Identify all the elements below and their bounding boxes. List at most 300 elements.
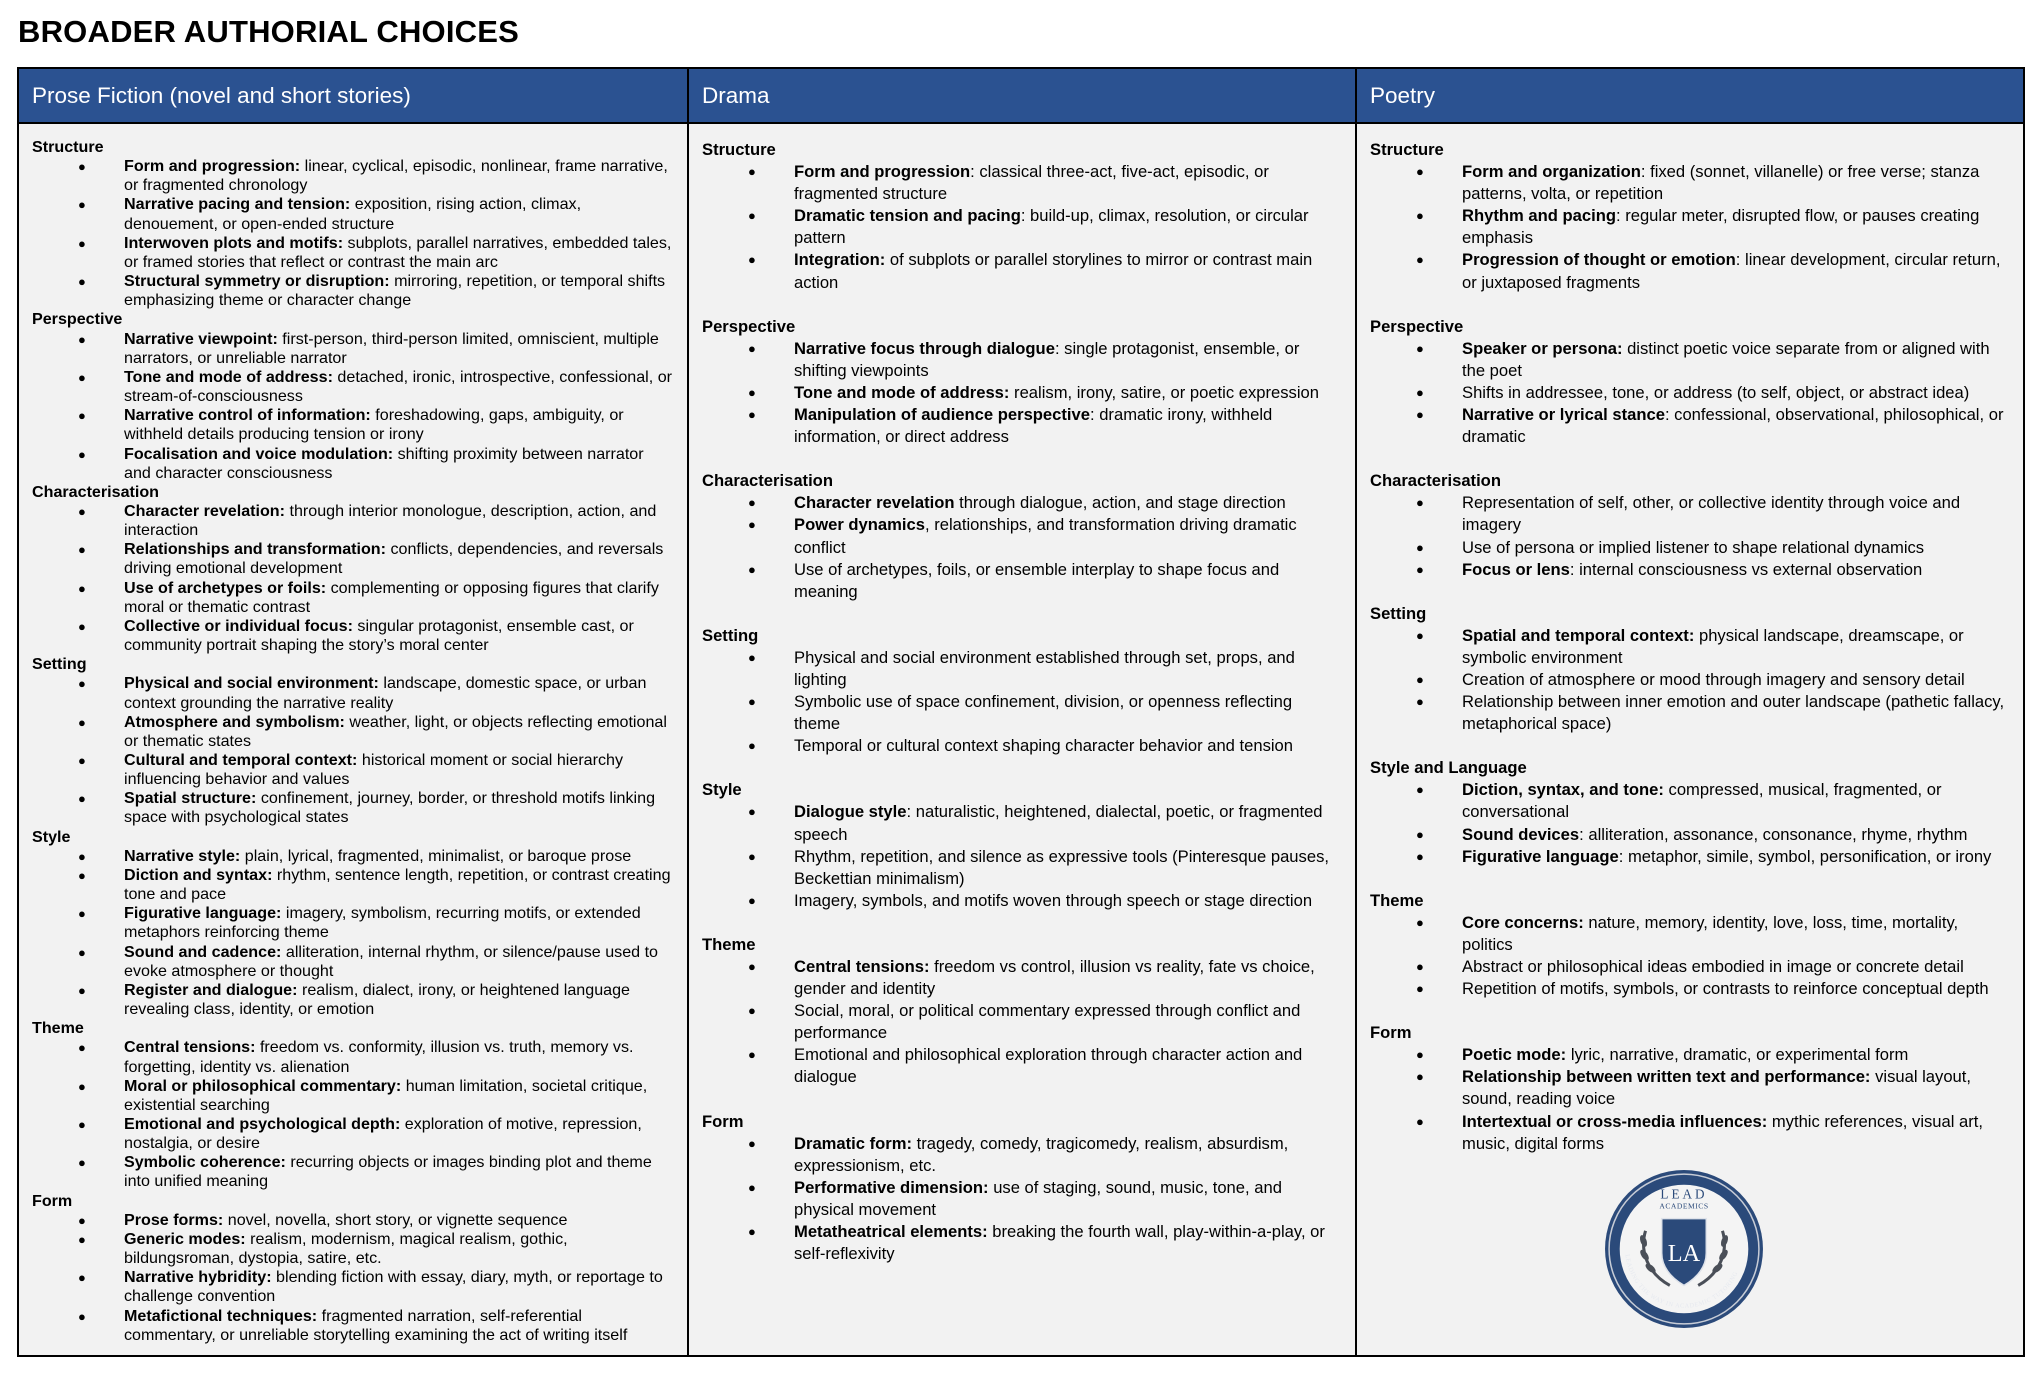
column-prose [19, 124, 687, 1355]
bullet-icon: ● [78, 618, 86, 634]
list-item [32, 1268, 673, 1306]
section-poetry-style-and-language [1370, 757, 2009, 867]
section-title: Characterisation [32, 482, 160, 501]
list-item [32, 674, 673, 712]
section-poetry-structure [1370, 139, 2009, 294]
list-item [702, 691, 1341, 735]
list-item [1370, 691, 2009, 735]
list-item [702, 956, 1341, 1000]
item-term: Spatial and temporal context: [1462, 625, 1695, 645]
section-prose-form [32, 1192, 673, 1345]
item-term: Figurative language: [124, 904, 282, 923]
item-term: Narrative viewpoint: [124, 329, 278, 348]
bullet-list [1370, 161, 2009, 294]
section-prose-structure [32, 138, 673, 310]
list-item [32, 1153, 673, 1191]
item-term: Character revelation [794, 493, 955, 513]
item-term: Tone and mode of address: [794, 382, 1010, 402]
list-item [32, 1077, 673, 1115]
item-text: Symbolic use of space confinement, division, or openness reflecting theme [794, 692, 1293, 734]
bullet-list [32, 674, 673, 827]
item-text: : regular meter, disrupted flow, or pauses creating emphasis [1462, 206, 1980, 248]
item-text: : linear development, circular return, or juxtaposed fragments [1462, 250, 2001, 292]
bullet-icon: ● [748, 848, 756, 864]
logo-monogram: LA [1667, 1240, 1701, 1268]
item-text: conflicts, dependencies, and reversals driving emotional development [124, 540, 664, 578]
item-text: Relationship between inner emotion and outer landscape (pathetic fallacy, metaphorical space) [1462, 692, 2005, 734]
item-text: compressed, musical, fragmented, or conversational [1462, 780, 1942, 822]
item-term: Speaker or persona: [1462, 338, 1623, 358]
section-prose-setting [32, 655, 673, 827]
list-item [702, 1044, 1341, 1088]
item-text: tragedy, comedy, tragicomedy, realism, absurdism, expressionism, etc. [794, 1133, 1289, 1175]
item-term: Moral or philosophical commentary: [124, 1076, 402, 1095]
bullet-icon: ● [1416, 1047, 1424, 1063]
item-text: physical landscape, dreamscape, or symbolic environment [1462, 625, 1964, 667]
item-text: Use of persona or implied listener to shape relational dynamics [1462, 537, 1925, 557]
item-text: of subplots or parallel storylines to mirror or contrast main action [794, 250, 1313, 292]
item-term: Tone and mode of address: [124, 367, 333, 386]
bullet-list [702, 161, 1341, 294]
item-term: Performative dimension: [794, 1177, 989, 1197]
section-title: Setting [32, 655, 87, 674]
list-item [1370, 537, 2009, 559]
column-header-drama: Drama [687, 69, 1355, 124]
item-term: Use of archetypes or foils: [124, 578, 327, 597]
list-item [32, 1038, 673, 1076]
bullet-icon: ● [748, 1224, 756, 1240]
item-term: Narrative or lyrical stance [1462, 405, 1665, 425]
item-term: Diction, syntax, and tone: [1462, 780, 1664, 800]
bullet-icon: ● [1416, 1069, 1424, 1085]
list-item [702, 647, 1341, 691]
list-item [32, 540, 673, 578]
page-title: BROADER AUTHORIAL CHOICES [18, 14, 520, 49]
list-item [702, 890, 1341, 912]
bullet-icon: ● [78, 197, 86, 213]
bullet-icon: ● [748, 959, 756, 974]
item-term: Generic modes: [124, 1229, 246, 1248]
bullet-icon: ● [748, 384, 756, 400]
bullet-icon: ● [1416, 959, 1424, 974]
section-title: Setting [702, 625, 759, 645]
list-item [702, 1221, 1341, 1265]
section-title: Perspective [32, 310, 123, 329]
bullet-list [32, 330, 673, 483]
section-title: Form [1370, 1023, 1412, 1043]
item-text: : classical three-act, five-act, episodic, or fragmented structure [794, 162, 1269, 204]
bullet-icon: ● [78, 1308, 86, 1324]
item-term: Structural symmetry or disruption: [124, 272, 390, 291]
section-prose-perspective [32, 310, 673, 482]
item-term: Manipulation of audience perspective [794, 405, 1090, 425]
list-item [1370, 249, 2009, 293]
item-text: : dramatic irony, withheld information, or direct address [794, 405, 1273, 447]
section-drama-characterisation [702, 470, 1341, 603]
item-term: Narrative pacing and tension: [124, 195, 351, 214]
section-poetry-form [1370, 1022, 2009, 1155]
bullet-icon: ● [1416, 340, 1424, 356]
item-text: plain, lyrical, fragmented, minimalist, or baroque prose [240, 846, 632, 865]
bullet-list [702, 801, 1341, 911]
list-item [32, 502, 673, 540]
item-text: novel, novella, short story, or vignette sequence [223, 1210, 568, 1229]
bullet-list [702, 1133, 1341, 1266]
section-title: Characterisation [702, 471, 833, 491]
item-term: Symbolic coherence: [124, 1153, 286, 1172]
item-text: confinement, journey, border, or threshold motifs linking space with psychological states [124, 789, 656, 827]
bullet-list [702, 647, 1341, 757]
bullet-icon: ● [78, 446, 86, 462]
bullet-icon: ● [748, 517, 756, 533]
item-term: Cultural and temporal context: [124, 751, 358, 769]
list-item [32, 847, 673, 866]
item-text: : alliteration, assonance, consonance, rhyme, rhythm [1579, 824, 1968, 844]
list-item [702, 404, 1341, 448]
item-text: landscape, domestic space, or urban context grounding the narrative reality [124, 674, 647, 712]
list-item [32, 1307, 673, 1345]
bullet-icon: ● [78, 503, 86, 519]
section-title: Theme [1370, 890, 1424, 910]
bullet-icon: ● [1416, 914, 1424, 930]
section-title: Style and Language [1370, 758, 1527, 778]
bullet-icon: ● [78, 982, 86, 998]
bullet-icon: ● [78, 1040, 86, 1056]
bullet-icon: ● [78, 753, 86, 768]
section-title: Form [32, 1191, 73, 1210]
bullet-list [32, 1038, 673, 1191]
item-text: imagery, symbolism, recurring motifs, or extended metaphors reinforcing theme [124, 904, 641, 942]
section-drama-theme [702, 934, 1341, 1089]
item-text: fragmented narration, self-referential commentary, or unreliable storytelling examining the act of writing itself [124, 1306, 628, 1344]
section-poetry-perspective [1370, 316, 2009, 449]
item-term: Relationship between written text and performance: [1462, 1067, 1871, 1087]
list-item [32, 368, 673, 406]
item-text: mythic references, visual art, music, digital forms [1462, 1111, 1984, 1153]
item-text: through dialogue, action, and stage direction [954, 493, 1286, 513]
authorial-choices-table [17, 67, 2025, 1357]
list-item [702, 514, 1341, 558]
item-text: human limitation, societal critique, existential searching [124, 1076, 648, 1114]
list-item [702, 1133, 1341, 1177]
bullet-icon: ● [1416, 495, 1424, 511]
list-item [1370, 978, 2009, 1000]
bullet-icon: ● [78, 1231, 86, 1247]
list-item [1370, 669, 2009, 691]
list-item [32, 195, 673, 233]
bullet-icon: ● [748, 649, 756, 665]
item-text: exploration of motive, repression, nostalgia, or desire [124, 1114, 642, 1153]
item-text: nature, memory, identity, love, loss, time, mortality, politics [1462, 912, 1959, 954]
item-text: Social, moral, or political commentary expressed through conflict and performance [794, 1001, 1301, 1043]
bullet-icon: ● [748, 252, 756, 268]
item-term: Collective or individual focus: [124, 616, 353, 635]
section-drama-form [702, 1111, 1341, 1266]
item-term: Emotional and psychological depth: [124, 1114, 401, 1133]
item-term: Atmosphere and symbolism: [124, 712, 345, 731]
section-title: Style [702, 780, 742, 800]
section-title: Characterisation [1370, 471, 1501, 491]
item-term: Poetic mode: [1462, 1045, 1567, 1065]
item-text: Creation of atmosphere or mood through imagery and sensory detail [1462, 669, 1965, 689]
item-text: foreshadowing, gaps, ambiguity, or withheld details producing tension or irony [124, 406, 624, 444]
list-item [32, 579, 673, 617]
item-text: breaking the fourth wall, play-within-a-play, or self-reflexivity [794, 1222, 1325, 1264]
item-term: Sound devices [1462, 824, 1580, 844]
lead-academics-logo [1603, 1168, 1765, 1330]
bullet-icon: ● [78, 274, 86, 290]
item-term: Dialogue style [794, 802, 907, 822]
bullet-list [32, 157, 673, 310]
item-term: Dramatic tension and pacing [794, 206, 1021, 226]
bullet-icon: ● [78, 1078, 86, 1094]
list-item [1370, 382, 2009, 404]
item-text: Repetition of motifs, symbols, or contrasts to reinforce conceptual depth [1462, 979, 1989, 999]
item-text: Temporal or cultural context shaping character behavior and tension [794, 736, 1294, 756]
bullet-icon: ● [748, 892, 756, 908]
section-poetry-setting [1370, 603, 2009, 736]
section-title: Setting [1370, 603, 1427, 623]
item-term: Progression of thought or emotion [1462, 250, 1736, 270]
item-text: blending fiction with essay, diary, myth, or reportage to challenge convention [124, 1268, 663, 1306]
list-item [1370, 912, 2009, 956]
list-item [1370, 404, 2009, 448]
section-prose-style [32, 828, 673, 1020]
list-item [702, 1177, 1341, 1221]
list-item [1370, 956, 2009, 978]
section-drama-style [702, 779, 1341, 912]
column-poetry [1355, 124, 2023, 1355]
section-prose-characterisation [32, 483, 673, 655]
item-text: subplots, parallel narratives, embedded tales, or framed stories that reflect or contrast the main arc [124, 233, 672, 271]
bullet-icon: ● [748, 495, 756, 511]
bullet-icon: ● [1416, 671, 1424, 687]
bullet-icon: ● [748, 738, 756, 754]
list-item [32, 445, 673, 483]
item-text: realism, dialect, irony, or heightened language revealing class, identity, or emotion [124, 980, 630, 1019]
bullet-icon: ● [78, 1155, 86, 1171]
bullet-icon: ● [1416, 384, 1424, 400]
section-drama-perspective [702, 316, 1341, 449]
bullet-icon: ● [1416, 164, 1424, 180]
bullet-list [702, 338, 1341, 448]
bullet-list [1370, 625, 2009, 735]
section-title: Form [702, 1111, 744, 1131]
section-title: Theme [32, 1019, 84, 1038]
list-item [1370, 492, 2009, 536]
bullet-icon: ● [748, 340, 756, 356]
bullet-list [32, 502, 673, 655]
list-item [1370, 1066, 2009, 1110]
list-item [32, 943, 673, 981]
item-term: Intertextual or cross-media influences: [1462, 1111, 1768, 1131]
item-text: Abstract or philosophical ideas embodied in image or concrete detail [1462, 957, 1964, 976]
item-text: realism, irony, satire, or poetic expression [1009, 382, 1319, 402]
bullet-icon: ● [78, 1212, 86, 1228]
bullet-icon: ● [748, 804, 756, 820]
list-item [32, 981, 673, 1019]
list-item [32, 751, 673, 789]
bullet-icon: ● [1416, 1113, 1424, 1129]
section-title: Theme [702, 934, 756, 954]
item-text: exposition, rising action, climax, denouement, or open-ended structure [124, 195, 582, 233]
bullet-icon: ● [1416, 407, 1424, 423]
item-text: recurring objects or images binding plot and theme into unified meaning [124, 1153, 652, 1191]
bullet-list [702, 956, 1341, 1089]
bullet-icon: ● [78, 714, 86, 730]
list-item [702, 205, 1341, 249]
bullet-list [1370, 338, 2009, 448]
item-text: use of staging, sound, music, tone, and physical movement [794, 1177, 1282, 1219]
list-item [1370, 205, 2009, 249]
logo-sub-text: ACADEMICS [1659, 1201, 1709, 1211]
list-item [1370, 338, 2009, 382]
item-term: Narrative hybridity: [124, 1268, 272, 1287]
bullet-icon: ● [748, 1179, 756, 1195]
list-item [1370, 625, 2009, 669]
item-term: Register and dialogue: [124, 980, 298, 999]
section-title: Structure [1370, 140, 1444, 159]
bullet-list [1370, 1044, 2009, 1154]
list-item [1370, 1044, 2009, 1066]
section-title: Perspective [1370, 316, 1464, 336]
item-term: Figurative language [1462, 846, 1619, 866]
column-drama [687, 124, 1355, 1355]
item-text: first-person, third-person limited, omniscient, multiple narrators, or unreliable narrator [124, 329, 659, 367]
item-text: Emotional and philosophical exploration through character action and dialogue [794, 1045, 1303, 1087]
item-term: Relationships and transformation: [124, 540, 386, 559]
item-term: Sound and cadence: [124, 942, 282, 961]
item-term: Integration: [794, 250, 886, 270]
section-title: Perspective [702, 316, 796, 336]
item-term: Form and organization [1462, 162, 1641, 182]
list-item [32, 272, 673, 310]
item-text: Imagery, symbols, and motifs woven through speech or stage direction [794, 890, 1313, 910]
list-item [702, 846, 1341, 890]
list-item [32, 157, 673, 195]
item-term: Narrative style: [124, 846, 241, 865]
item-term: Diction and syntax: [124, 865, 273, 884]
bullet-list [1370, 492, 2009, 580]
item-term: Character revelation: [124, 501, 286, 520]
item-term: Interwoven plots and motifs: [124, 233, 344, 252]
item-term: Physical and social environment: [124, 674, 379, 693]
item-text: lyric, narrative, dramatic, or experimental form [1566, 1045, 1909, 1065]
bullet-icon: ● [78, 408, 86, 424]
list-item [702, 161, 1341, 205]
bullet-list [702, 492, 1341, 602]
item-term: Metafictional techniques: [124, 1306, 318, 1325]
list-item [1370, 779, 2009, 823]
column-header-prose: Prose Fiction (novel and short stories) [19, 69, 687, 124]
bullet-icon: ● [1416, 782, 1424, 798]
section-title: Style [32, 827, 71, 846]
item-text: Shifts in addressee, tone, or address (to self, object, or abstract idea) [1462, 382, 1970, 402]
bullet-list [32, 847, 673, 1019]
item-term: Focus or lens [1462, 559, 1570, 579]
item-text: : fixed (sonnet, villanelle) or free verse; stanza patterns, volta, or repetition [1462, 162, 1980, 204]
item-text: : metaphor, simile, symbol, personification, or irony [1618, 846, 1992, 866]
bullet-icon: ● [1416, 627, 1424, 643]
list-item [32, 713, 673, 751]
section-title: Structure [32, 138, 104, 156]
section-title: Structure [702, 140, 776, 159]
bullet-icon: ● [78, 906, 86, 922]
item-text: shifting proximity between narrator and character consciousness [124, 444, 644, 482]
item-term: Narrative focus through dialogue [794, 338, 1055, 358]
item-text: Use of archetypes, foils, or ensemble interplay to shape focus and meaning [794, 559, 1280, 601]
item-text: Physical and social environment established through set, props, and lighting [794, 647, 1295, 689]
list-item [32, 234, 673, 272]
item-text: Rhythm, repetition, and silence as expressive tools (Pinteresque pauses, Beckettian minimalism) [794, 846, 1329, 888]
item-term: Power dynamics [794, 515, 925, 535]
item-term: Dramatic form: [794, 1133, 913, 1153]
bullet-icon: ● [1416, 848, 1424, 864]
column-header-poetry: Poetry [1355, 69, 2023, 124]
section-poetry-characterisation [1370, 470, 2009, 580]
bullet-icon: ● [748, 694, 756, 710]
bullet-icon: ● [78, 867, 86, 883]
list-item [32, 1115, 673, 1153]
item-term: Form and progression [794, 162, 971, 182]
list-item [1370, 824, 2009, 846]
item-text: complementing or opposing figures that clarify moral or thematic contrast [124, 578, 659, 616]
item-text: : naturalistic, heightened, dialectal, poetic, or fragmented speech [794, 802, 1323, 844]
list-item [1370, 1111, 2009, 1155]
bullet-icon: ● [748, 1003, 756, 1019]
bullet-icon: ● [1416, 694, 1424, 710]
bullet-icon: ● [78, 848, 86, 864]
bullet-icon: ● [1416, 208, 1424, 224]
list-item [1370, 846, 2009, 868]
item-text: : internal consciousness vs external observation [1569, 559, 1923, 579]
item-text: through interior monologue, description, action, and interaction [124, 501, 657, 540]
list-item [702, 249, 1341, 293]
logo-top-text: LEAD [1660, 1186, 1708, 1202]
list-item [32, 330, 673, 368]
item-term: Central tensions: [124, 1038, 256, 1057]
item-text: freedom vs. conformity, illusion vs. truth, memory vs. forgetting, identity vs. alienation [124, 1038, 634, 1076]
section-drama-structure [702, 139, 1341, 294]
list-item [32, 406, 673, 444]
bullet-icon: ● [748, 1047, 756, 1063]
item-text: singular protagonist, ensemble cast, or community portrait shaping the story’s moral center [124, 616, 634, 655]
bullet-icon: ● [78, 369, 86, 385]
item-term: Spatial structure: [124, 789, 257, 808]
list-item [32, 866, 673, 904]
bullet-icon: ● [748, 561, 756, 577]
item-text: : confessional, observational, philosophical, or dramatic [1462, 405, 2004, 447]
item-text: freedom vs control, illusion vs reality, fate vs choice, gender and identity [794, 957, 1315, 999]
list-item [702, 492, 1341, 514]
bullet-icon: ● [78, 676, 86, 692]
bullet-icon: ● [748, 1135, 756, 1151]
bullet-icon: ● [78, 159, 86, 175]
list-item [702, 382, 1341, 404]
item-text: rhythm, sentence length, repetition, or contrast creating tone and pace [124, 865, 671, 904]
item-text: realism, modernism, magical realism, gothic, bildungsroman, dystopia, satire, etc. [124, 1229, 568, 1268]
bullet-list [1370, 912, 2009, 1000]
list-item [32, 617, 673, 655]
item-text: Representation of self, other, or collective identity through voice and imagery [1462, 493, 1961, 535]
list-item [32, 904, 673, 942]
list-item [702, 559, 1341, 603]
bullet-icon: ● [78, 1116, 86, 1132]
bullet-icon: ● [1416, 981, 1424, 997]
item-term: Rhythm and pacing [1462, 206, 1616, 226]
item-text: weather, light, or objects reflecting emotional or thematic states [124, 712, 667, 750]
list-item [32, 1230, 673, 1268]
